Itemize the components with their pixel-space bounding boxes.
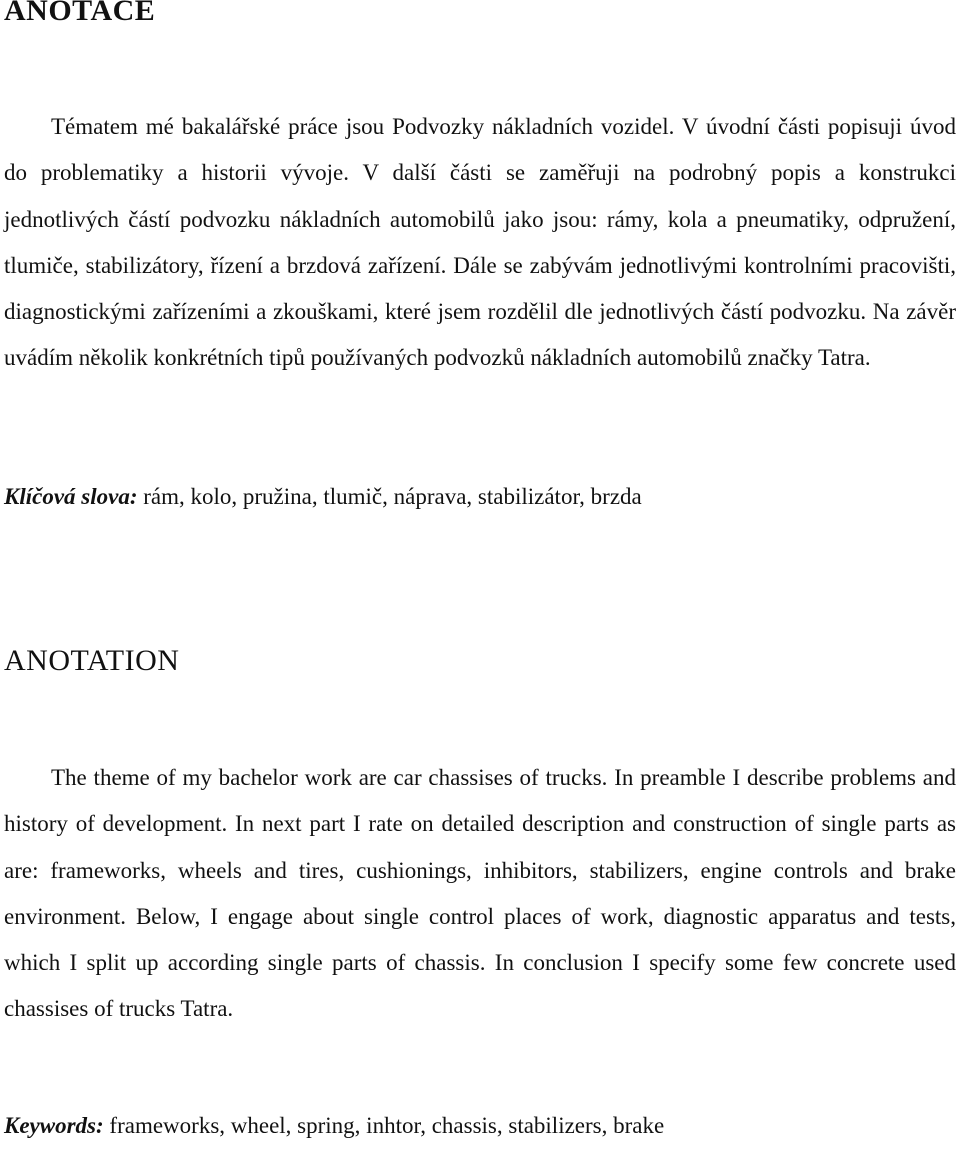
english-heading: ANOTATION: [4, 644, 180, 677]
czech-abstract: [4, 104, 956, 382]
czech-keywords-list: rám, kolo, pružina, tlumič, náprava, stabilizátor, brzda: [137, 484, 642, 509]
czech-keywords: [4, 484, 642, 510]
english-keywords-label: Keywords:: [4, 1113, 104, 1138]
english-abstract: [4, 755, 956, 1033]
czech-heading: ANOTACE: [4, 0, 156, 27]
czech-abstract-text: Tématem mé bakalářské práce jsou Podvozky nákladních vozidel. V úvodní části popisuji úvod do problematiky a historii vývoje. V další části se zaměřuji na podrobný popis a konstrukci jednotlivých částí podvozku nákladních automobilů jako jsou: rámy, kola a pneumatiky, odpružení, tlumiče, stabilizátory, řízení a brzdová zařízení. Dále se zabývám jednotlivými kontrolními pracovišti, diagnostickými zařízeními a zkouškami, které jsem rozdělil dle jednotlivých částí podvozku. Na závěr uvádím několik konkrétních tipů používaných podvozků nákladních automobilů značky Tatra.: [4, 114, 956, 371]
english-keywords-list: frameworks, wheel, spring, inhtor, chassis, stabilizers, brake: [103, 1113, 665, 1138]
english-keywords: [4, 1113, 664, 1139]
english-abstract-text: The theme of my bachelor work are car chassises of trucks. In preamble I describe problems and history of development. In next part I rate on detailed description and construction of single parts as are: frameworks, wheels and tires, cushionings, inhibitors, stabilizers, engine controls and brake environment. Below, I engage about single control places of work, diagnostic apparatus and tests, which I split up according single parts of chassis. In conclusion I specify some few concrete used chassises of trucks Tatra.: [4, 765, 956, 1022]
czech-keywords-label: Klíčová slova:: [4, 484, 138, 509]
